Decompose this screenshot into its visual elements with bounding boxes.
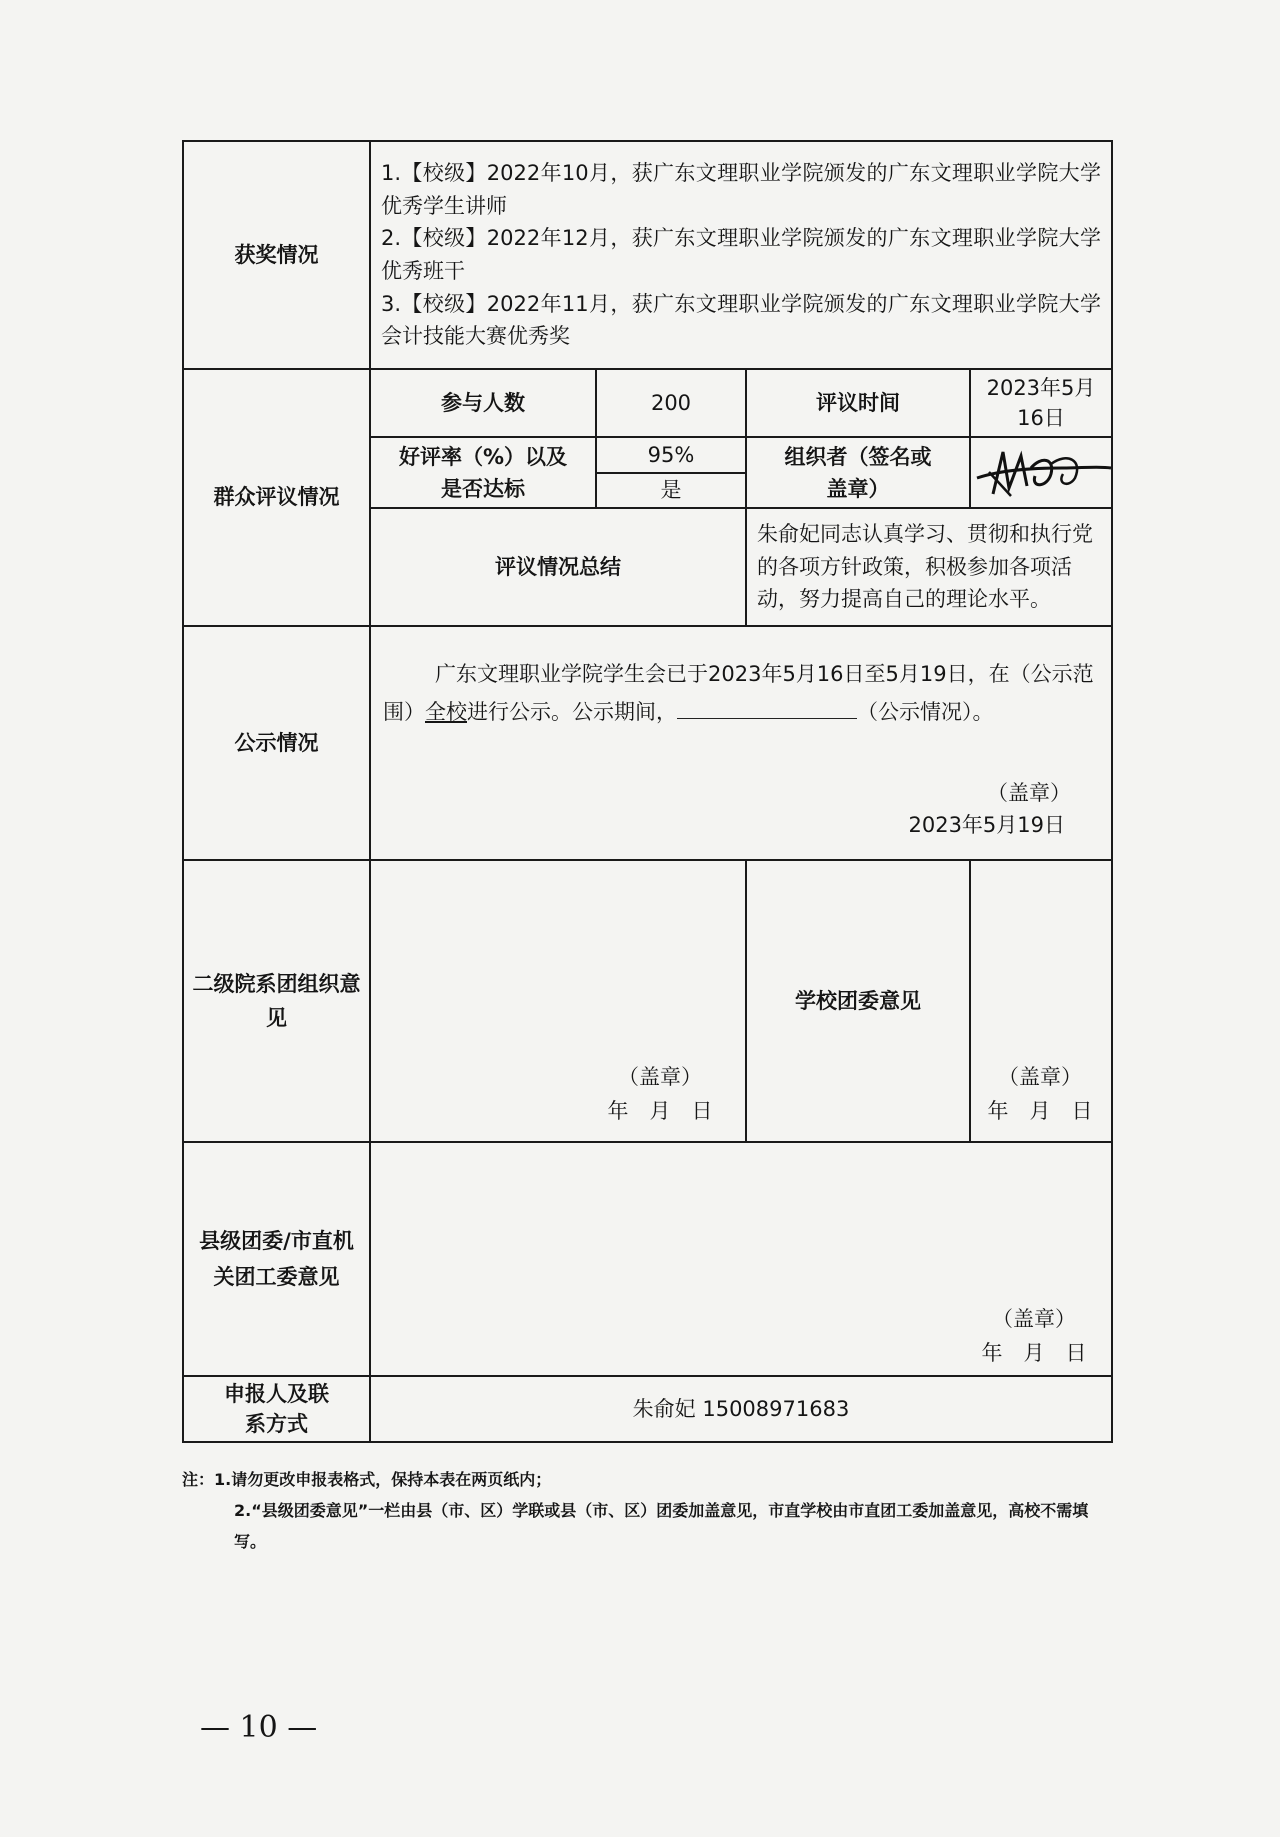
publicity-stamp: （盖章） — [987, 781, 1072, 805]
good-rate-value: 95% — [597, 438, 745, 474]
participants-value: 200 — [596, 369, 746, 437]
publicity-content — [370, 626, 1112, 860]
page-number: — 10 — — [200, 1710, 318, 1745]
applicant-contact: 朱俞妃 15008971683 — [370, 1376, 1112, 1442]
county-opinion-cell — [370, 1142, 1112, 1376]
department-opinion-cell — [370, 860, 746, 1142]
organizer-label: 组织者（签名或盖章） — [746, 437, 970, 508]
award-item-3: 3.【校级】2022年11月，获广东文理职业学院颁发的广东文理职业学院大学会计技能大赛优秀奖 — [381, 291, 1102, 349]
award-item-2: 2.【校级】2022年12月，获广东文理职业学院颁发的广东文理职业学院大学优秀班干 — [381, 226, 1102, 283]
note-1: 注：1.请勿更改申报表格式，保持本表在两页纸内； — [182, 1470, 552, 1489]
application-form-table — [182, 140, 1113, 1443]
note-2: 2.“县级团委意见”一栏由县（市、区）学联或县（市、区）团委加盖意见，市直学校由市直团工委加盖意见，高校不需填写。 — [234, 1501, 1089, 1551]
county-date: 年 月 日 — [981, 1341, 1087, 1365]
publicity-text-middle: 进行公示。公示期间， — [467, 700, 677, 724]
good-rate-label: 好评率（%）以及是否达标 — [370, 437, 596, 508]
award-item-1: 1.【校级】2022年10月，获广东文理职业学院颁发的广东文理职业学院大学优秀学生讲师 — [381, 161, 1102, 218]
participants-label: 参与人数 — [370, 369, 596, 437]
school-opinion-cell — [970, 860, 1112, 1142]
evaluation-time-label: 评议时间 — [746, 369, 970, 437]
evaluation-time-value: 2023年5月16日 — [970, 369, 1112, 437]
publicity-status-blank — [677, 698, 857, 719]
department-stamp: （盖章） — [618, 1065, 702, 1089]
publicity-text-start: 广东文理职业学院学生会已于2023年5月16日至5月19日，在（公示范围） — [383, 662, 1094, 724]
summary-label: 评议情况总结 — [370, 508, 746, 626]
county-opinion-label: 县级团委/市直机关团工委意见 — [183, 1142, 370, 1376]
school-date: 年 月 日 — [987, 1099, 1093, 1123]
publicity-text-end: （公示情况）。 — [857, 700, 994, 724]
county-stamp: （盖章） — [992, 1307, 1077, 1331]
publicity-scope: 全校 — [425, 700, 467, 724]
school-opinion-label: 学校团委意见 — [746, 860, 970, 1142]
school-stamp: （盖章） — [998, 1065, 1083, 1089]
publicity-label: 公示情况 — [183, 626, 370, 860]
summary-value: 朱俞妃同志认真学习、贯彻和执行党的各项方针政策，积极参加各项活动，努力提高自己的理论水平。 — [746, 508, 1112, 626]
organizer-signature — [971, 438, 1113, 508]
form-notes — [182, 1464, 1102, 1557]
publicity-date: 2023年5月19日 — [908, 813, 1066, 837]
awards-label: 获奖情况 — [183, 141, 370, 369]
awards-content — [370, 141, 1112, 369]
applicant-label: 申报人及联系方式 — [183, 1376, 370, 1442]
department-date: 年 月 日 — [607, 1099, 713, 1123]
evaluation-label: 群众评议情况 — [183, 369, 370, 626]
organizer-signature-cell — [970, 437, 1112, 508]
publicity-text — [383, 655, 1099, 731]
rate-values-cell — [596, 437, 746, 508]
department-opinion-label: 二级院系团组织意见 — [183, 860, 370, 1142]
meets-standard-value: 是 — [660, 478, 682, 502]
